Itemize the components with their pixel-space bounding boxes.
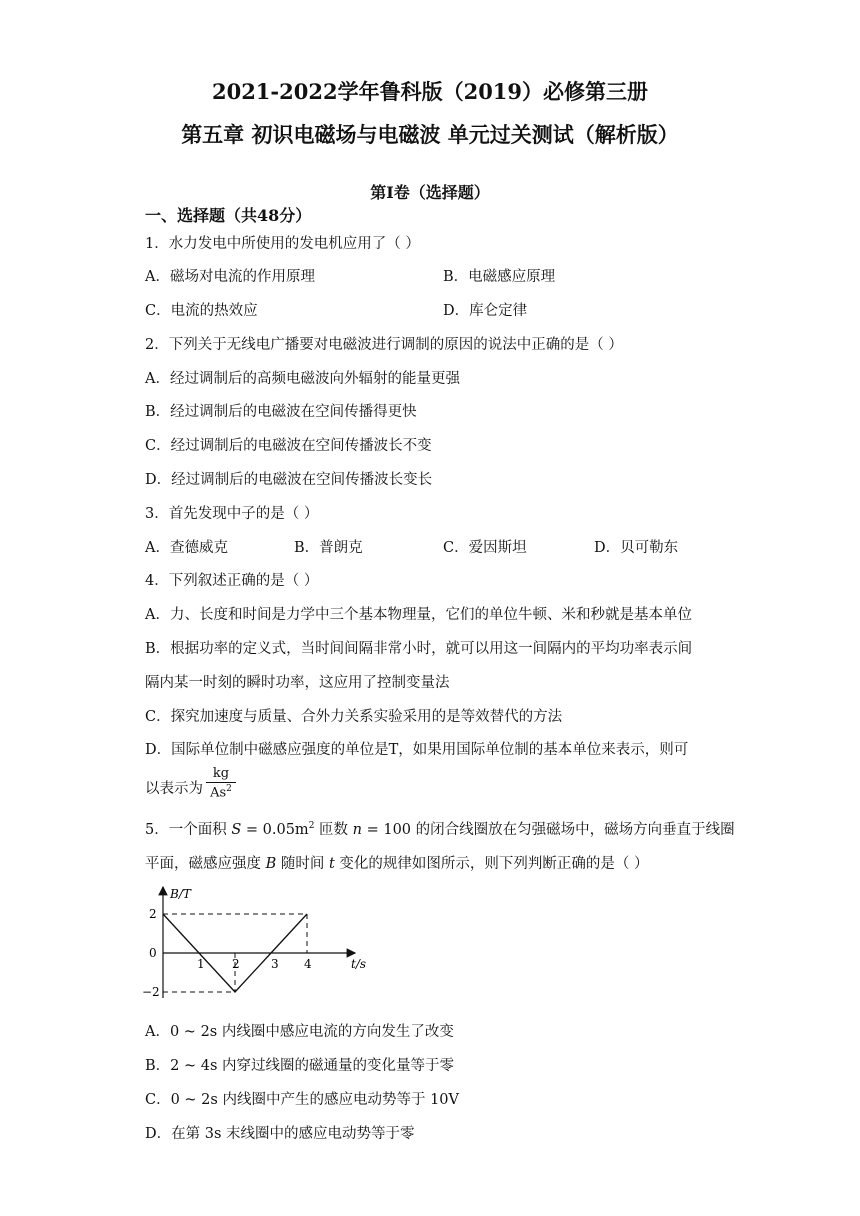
q2-option-d: D．经过调制后的电磁波在空间传播波长变长 bbox=[145, 472, 433, 488]
q3-option-b: B．普朗克 bbox=[294, 540, 363, 556]
q5-option-c: C．0 ~ 2s 内线圈中产生的感应电动势等于 10V bbox=[145, 1092, 459, 1108]
x-tick-label-2: 2 bbox=[232, 957, 240, 971]
q4-option-a: A．力、长度和时间是力学中三个基本物理量，它们的单位牛顿、米和秒就是基本单位 bbox=[145, 607, 692, 623]
question-5-stem: 5．一个面积 $S = 0.05m^2$ 匝数 n = 100 的闭合线圈放在匀强磁场中，磁场方向垂直于线圈 bbox=[145, 821, 735, 838]
b-t-line bbox=[163, 914, 307, 992]
y-axis-label: B/T bbox=[170, 887, 191, 901]
x-tick-label-4: 4 bbox=[304, 957, 312, 971]
q3-option-d: D．贝可勒东 bbox=[594, 540, 679, 556]
q1-option-d: D．库仑定律 bbox=[443, 303, 528, 319]
q4-option-b-cont: 隔内某一时刻的瞬时功率，这应用了控制变量法 bbox=[145, 675, 450, 691]
fraction-denominator: As$^2$ bbox=[210, 784, 232, 801]
unit-fraction bbox=[206, 766, 236, 800]
doc-title-line2: 第五章 初识电磁场与电磁波 单元过关测试（解析版） bbox=[181, 122, 679, 147]
y-tick-label-2: 2 bbox=[149, 907, 157, 921]
fraction-numerator: kg bbox=[206, 766, 236, 783]
question-5-stem-line2: 平面，磁感应强度 B 随时间 t 变化的规律如图所示，则下列判断正确的是（ ） bbox=[145, 856, 649, 872]
q5-option-b: B．2 ~ 4s 内穿过线圈的磁通量的变化量等于零 bbox=[145, 1058, 455, 1074]
q5-option-d: D．在第 3s 末线圈中的感应电动势等于零 bbox=[145, 1126, 415, 1142]
section-heading: 一、选择题（共48分） bbox=[145, 206, 312, 225]
q4-option-d: D．国际单位制中磁感应强度的单位是T，如果用国际单位制的基本单位来表示，则可 bbox=[145, 742, 689, 758]
x-axis-label: t/s bbox=[351, 957, 367, 971]
q4-option-c: C．探究加速度与质量、合外力关系实验采用的是等效替代的方法 bbox=[145, 709, 563, 725]
q1-option-b: B．电磁感应原理 bbox=[443, 269, 556, 285]
volume-label: 第Ⅰ卷（选择题） bbox=[370, 183, 490, 202]
y-tick-label-neg2: −2 bbox=[142, 985, 160, 999]
q4-option-d-cont: 以表示为 bbox=[145, 781, 203, 797]
q5-option-a: A．0 ~ 2s 内线圈中感应电流的方向发生了改变 bbox=[145, 1024, 454, 1040]
q3-option-a: A．查德威克 bbox=[145, 540, 228, 556]
question-4-stem: 4．下列叙述正确的是（ ） bbox=[145, 573, 319, 589]
question-2-stem: 2．下列关于无线电广播要对电磁波进行调制的原因的说法中正确的是（ ） bbox=[145, 337, 623, 353]
q1-option-c: C．电流的热效应 bbox=[145, 303, 258, 319]
q1-option-a: A．磁场对电流的作用原理 bbox=[145, 269, 315, 285]
x-tick-label-1: 1 bbox=[197, 957, 205, 971]
doc-title-line1: 2021-2022学年鲁科版（2019）必修第三册 bbox=[211, 79, 649, 104]
q2-option-c: C．经过调制后的电磁波在空间传播波长不变 bbox=[145, 438, 432, 454]
question-3-stem: 3．首先发现中子的是（ ） bbox=[145, 506, 319, 522]
y-tick-label-0: 0 bbox=[149, 946, 157, 960]
question-1-stem: 1．水力发电中所使用的发电机应用了（ ） bbox=[145, 236, 420, 252]
q2-option-a: A．经过调制后的高频电磁波向外辐射的能量更强 bbox=[145, 371, 460, 387]
q4-option-b: B．根据功率的定义式，当时间间隔非常小时，就可以用这一间隔内的平均功率表示间 bbox=[145, 641, 693, 657]
graph-guides bbox=[163, 914, 307, 992]
q3-option-c: C．爱因斯坦 bbox=[443, 540, 527, 556]
x-tick-label-3: 3 bbox=[271, 957, 279, 971]
q2-option-b: B．经过调制后的电磁波在空间传播得更快 bbox=[145, 404, 417, 420]
